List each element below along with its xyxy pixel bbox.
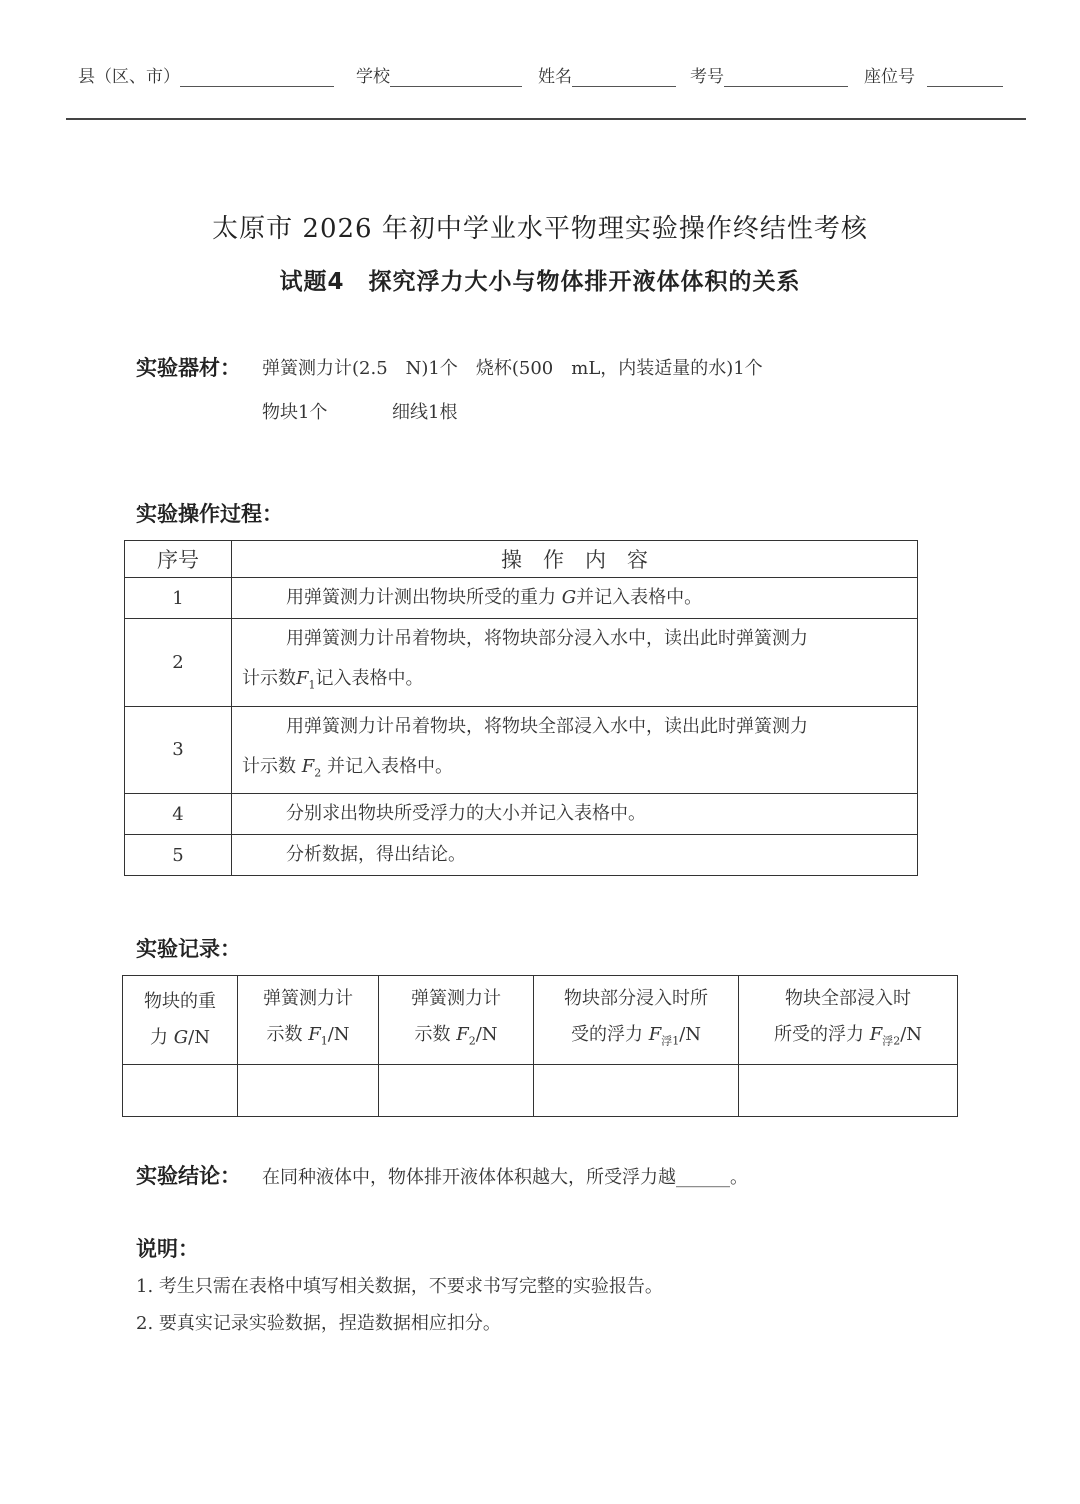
step-text: 并记入表格中。: [321, 755, 453, 777]
seat-label: 座位号: [864, 67, 915, 87]
step-number: 3: [125, 706, 232, 794]
table-row: [125, 578, 918, 619]
symbol-f: F: [296, 668, 309, 689]
notes-heading: 说明：: [136, 1237, 199, 1261]
unit-text: /N: [679, 1023, 702, 1045]
table-row: [125, 835, 918, 876]
record-heading: 实验记录：: [136, 937, 241, 961]
conclusion-end: 。: [730, 1167, 748, 1188]
note-2: 2. 要真实记录实验数据，捏造数据相应扣分。: [136, 1313, 501, 1334]
exam-no-field: [690, 62, 848, 87]
procedure-header-row: [125, 541, 918, 578]
step-content: [232, 835, 918, 876]
school-label: 学校: [356, 67, 390, 87]
input-f1-cell[interactable]: [238, 1065, 379, 1117]
question-title: 试题4 探究浮力大小与物体排开液体体积的关系: [279, 269, 801, 295]
record-input-row: [123, 1065, 958, 1117]
note-1: 1. 考生只需在表格中填写相关数据，不要求书写完整的实验报告。: [136, 1276, 663, 1297]
candidate-info-row: [78, 62, 1018, 92]
symbol-f: F: [308, 1023, 321, 1045]
symbol-subscript: 浮2: [882, 1034, 901, 1048]
record-table: [122, 975, 958, 1117]
step-content: [232, 619, 918, 707]
county-input-line[interactable]: [180, 68, 334, 87]
symbol-subscript: 2: [314, 766, 322, 780]
materials-line-1: 弹簧测力计(2.5 N)1个 烧杯(500 mL，内装适量的水)1个: [262, 358, 763, 379]
symbol-subscript: 1: [320, 1034, 328, 1048]
record-header-row: [123, 976, 958, 1065]
col-f1-header: [238, 976, 379, 1065]
exam-no-input-line[interactable]: [724, 68, 848, 87]
table-row: [125, 619, 918, 707]
name-field: [538, 62, 676, 87]
conclusion-sentence: [262, 1163, 748, 1189]
col-buoyancy-full-header: [739, 976, 958, 1065]
symbol-f: F: [301, 755, 315, 777]
exam-no-label: 考号: [690, 67, 724, 87]
header-text: 物块部分浸入时所: [564, 987, 708, 1009]
conclusion-heading: 实验结论：: [136, 1164, 241, 1188]
name-input-line[interactable]: [572, 68, 676, 87]
header-text: 弹簧测力计: [263, 987, 353, 1009]
header-text: 弹簧测力计: [411, 987, 501, 1009]
step-text: 用弹簧测力计吊着物块，将物块部分浸入水中，读出此时弹簧测力: [286, 628, 808, 649]
header-text: 所受的浮力: [773, 1023, 870, 1045]
step-text: 并记入表格中。: [576, 587, 703, 608]
materials-item-block: 物块1个: [262, 402, 328, 423]
symbol-subscript: 浮1: [661, 1034, 680, 1048]
symbol-f: F: [456, 1023, 469, 1045]
step-number: 4: [125, 794, 232, 835]
col-weight-header: [123, 976, 238, 1065]
col-buoyancy-partial-header: [534, 976, 739, 1065]
input-f2-cell[interactable]: [379, 1065, 534, 1117]
header-text: 示数: [266, 1023, 309, 1045]
unit-text: /N: [327, 1023, 350, 1045]
symbol-subscript: 1: [308, 678, 316, 692]
unit-text: /N: [475, 1023, 498, 1045]
procedure-heading: 实验操作过程：: [136, 502, 283, 526]
input-buoyancy-partial-cell[interactable]: [534, 1065, 739, 1117]
school-field: [356, 62, 522, 87]
conclusion-text: 在同种液体中，物体排开液体体积越大，所受浮力越: [262, 1167, 676, 1188]
county-label: 县（区、市）: [78, 67, 180, 87]
step-text: 分别求出物块所受浮力的大小并记入表格中。: [286, 803, 646, 825]
header-text: 受的浮力: [570, 1023, 649, 1045]
step-number: 5: [125, 835, 232, 876]
county-field: [78, 62, 334, 87]
seat-input-line[interactable]: [927, 68, 1003, 87]
step-number: 2: [125, 619, 232, 707]
table-row: [125, 706, 918, 794]
exam-title: 太原市 2026 年初中学业水平物理实验操作终结性考核: [212, 214, 868, 244]
procedure-table: [124, 540, 918, 876]
unit-text: /N: [900, 1023, 923, 1045]
symbol-subscript: 2: [468, 1034, 476, 1048]
step-text: 分析数据，得出结论。: [286, 844, 466, 866]
symbol-f: F: [648, 1023, 662, 1045]
col-no-header: 序号: [125, 541, 232, 578]
step-content: [232, 794, 918, 835]
symbol-g: G: [561, 587, 577, 608]
school-input-line[interactable]: [390, 68, 522, 87]
step-number: 1: [125, 578, 232, 619]
step-text: 记入表格中。: [315, 668, 424, 689]
header-text: 力: [150, 1027, 174, 1048]
step-text: 用弹簧测力计吊着物块，将物块全部浸入水中，读出此时弹簧测力: [286, 715, 808, 737]
header-divider: [66, 118, 1026, 120]
symbol-g: G: [173, 1027, 189, 1048]
materials-heading: 实验器材：: [136, 356, 241, 380]
col-f2-header: [379, 976, 534, 1065]
step-text: 计示数: [242, 755, 302, 777]
input-buoyancy-full-cell[interactable]: [739, 1065, 958, 1117]
input-weight-cell[interactable]: [123, 1065, 238, 1117]
step-text: 用弹簧测力计测出物块所受的重力: [286, 587, 562, 608]
conclusion-blank[interactable]: ______: [676, 1167, 730, 1188]
name-label: 姓名: [538, 67, 572, 87]
header-text: 示数: [414, 1023, 457, 1045]
step-content: [232, 706, 918, 794]
header-text: 物块的重: [144, 991, 216, 1012]
col-content-header: 操 作 内 容: [232, 541, 918, 578]
header-text: 物块全部浸入时: [785, 987, 911, 1009]
unit-text: /N: [188, 1027, 210, 1048]
step-text: 计示数: [242, 668, 296, 689]
seat-field: [864, 62, 1003, 87]
materials-item-thread: 细线1根: [392, 402, 458, 423]
step-content: [232, 578, 918, 619]
symbol-f: F: [869, 1023, 883, 1045]
table-row: [125, 794, 918, 835]
